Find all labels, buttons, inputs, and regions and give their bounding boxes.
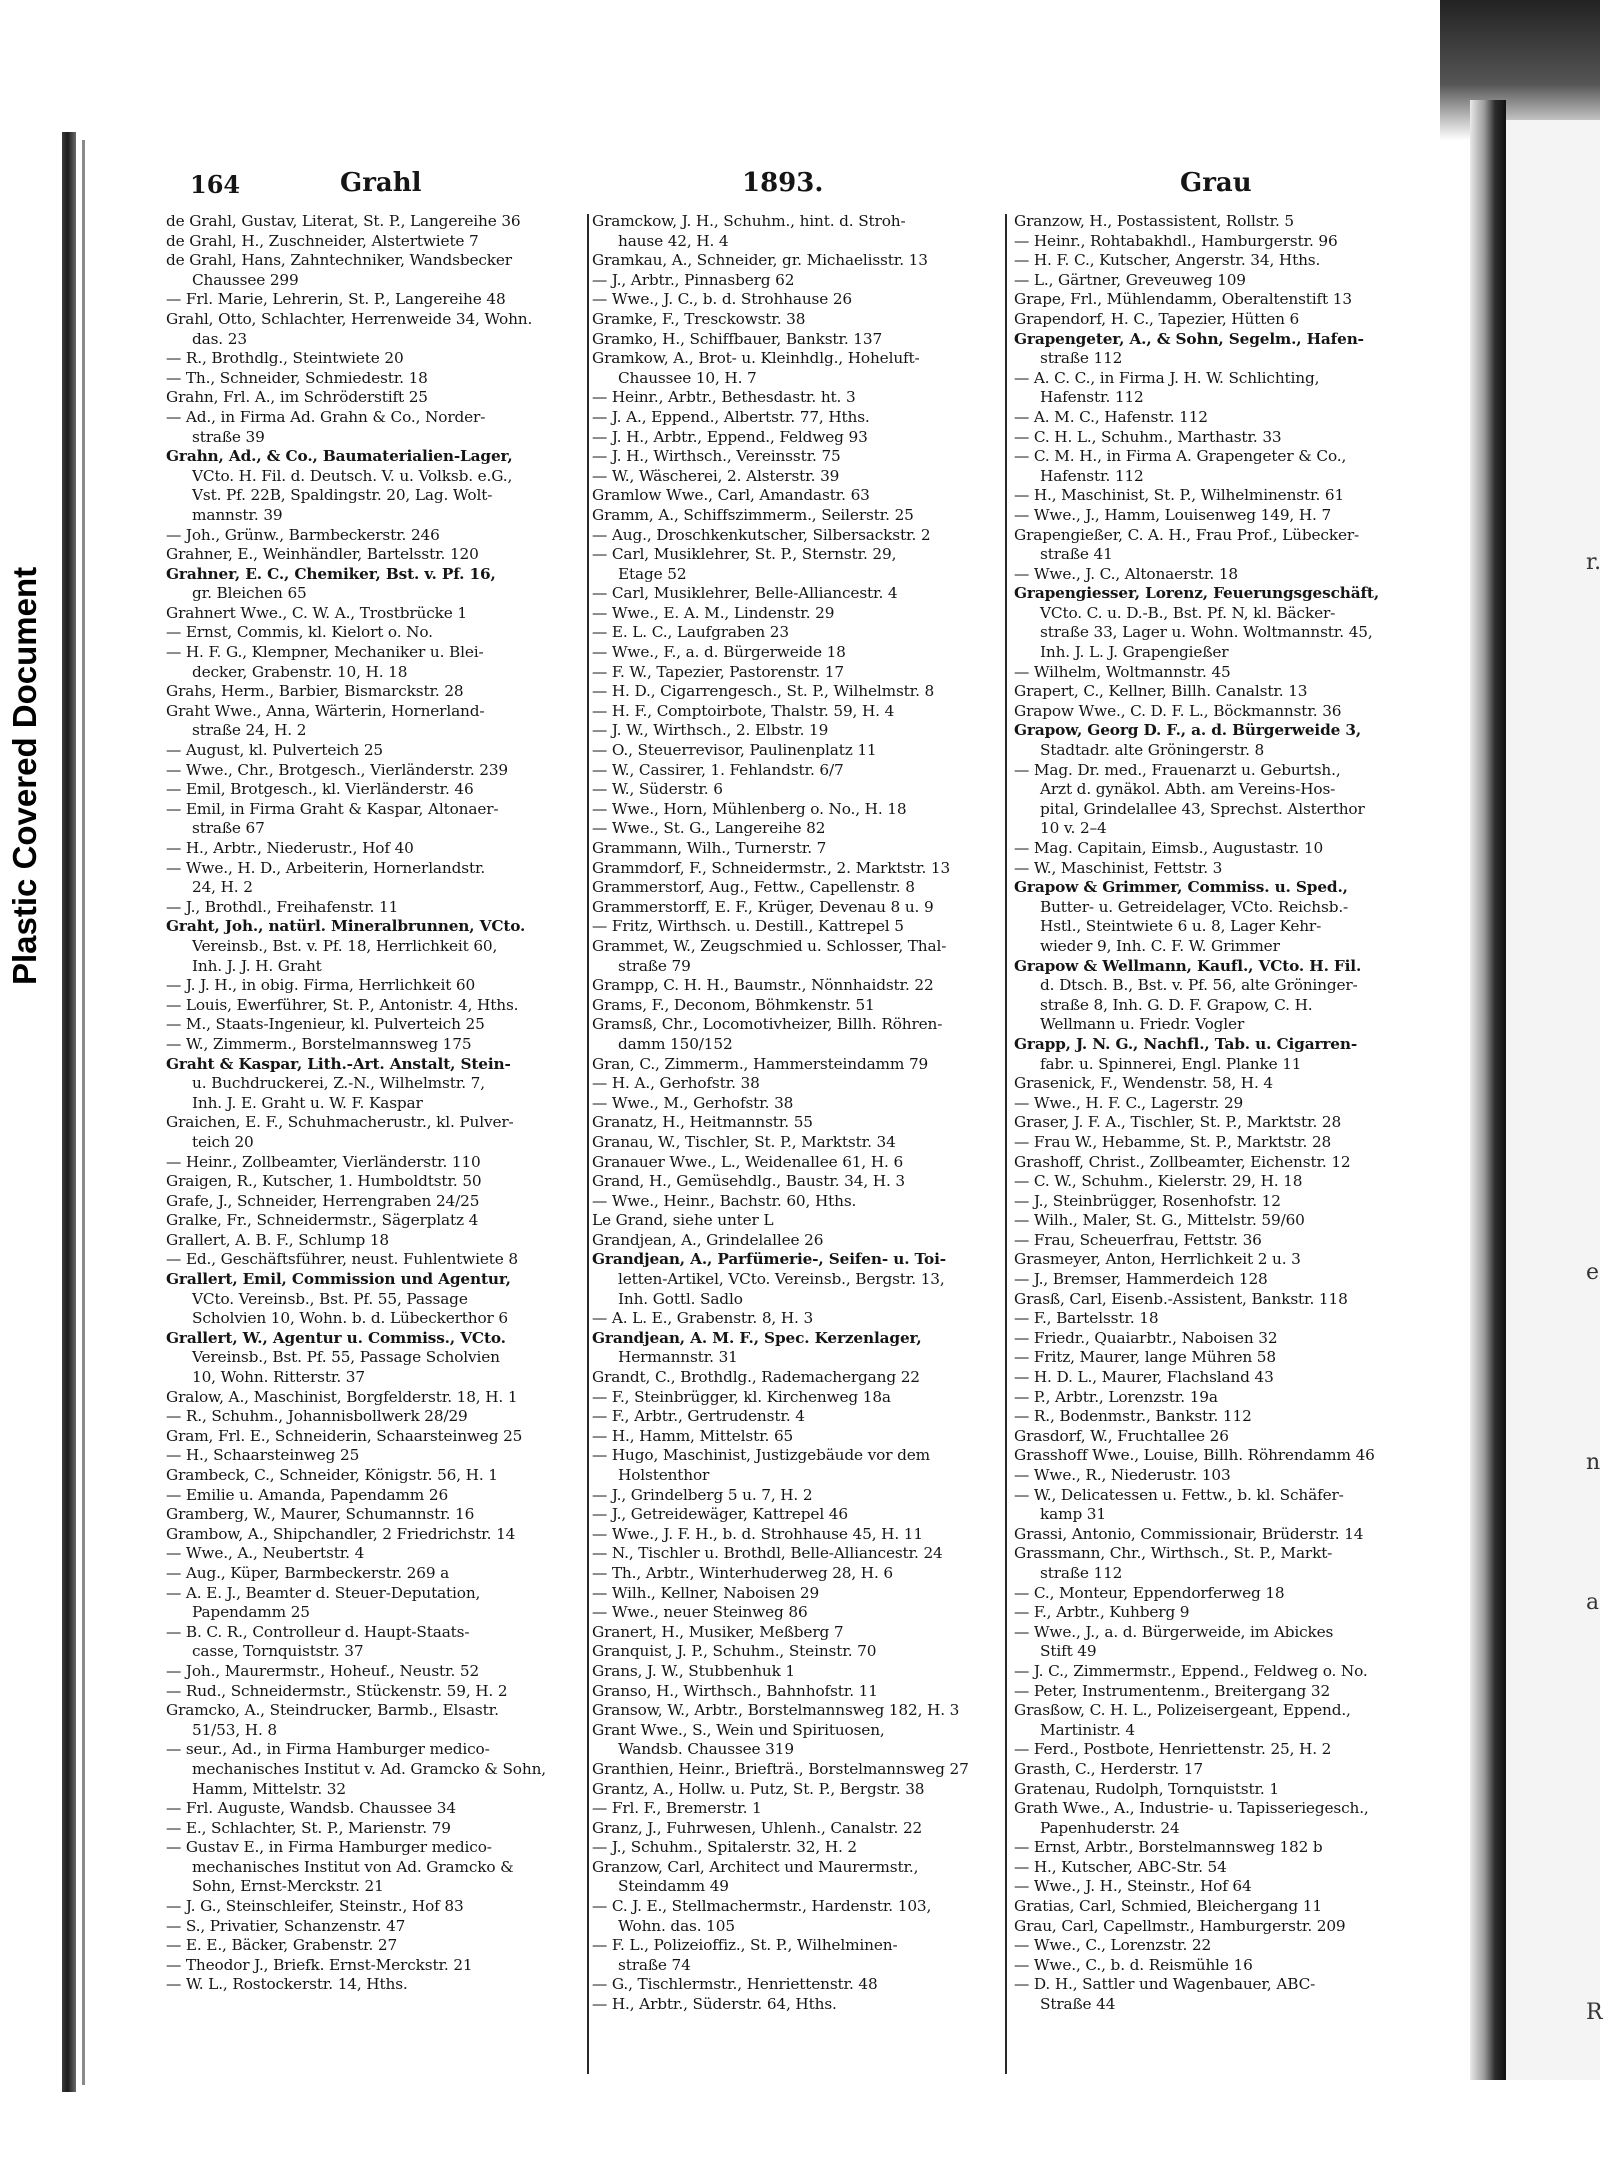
directory-entry-line: — E., Schlachter, St. P., Marienstr. 79 bbox=[166, 1818, 451, 1837]
directory-entry-line: — Ed., Geschäftsführer, neust. Fuhlentwiete 8 bbox=[166, 1250, 518, 1269]
column-1 bbox=[166, 212, 660, 2070]
directory-entry-line: — W., Wäscherei, 2. Alsterstr. 39 bbox=[592, 466, 840, 485]
directory-entry-line: Grasßow, C. H. L., Polizeisergeant, Eppend., bbox=[1014, 1701, 1351, 1720]
directory-entry-line: Hstl., Steintwiete 6 u. 8, Lager Kehr- bbox=[1040, 917, 1322, 936]
directory-entry-line: — D. H., Sattler und Wagenbauer, ABC- bbox=[1014, 1975, 1316, 1994]
directory-entry-line: Grandjean, A. M. F., Spec. Kerzenlager, bbox=[592, 1328, 922, 1347]
directory-entry-line: Grapendorf, H. C., Tapezier, Hütten 6 bbox=[1014, 309, 1300, 328]
directory-entry-line: Inh. J. J. H. Graht bbox=[192, 956, 322, 975]
directory-entry-line: Gramm, A., Schiffszimmerm., Seilerstr. 25 bbox=[592, 505, 914, 524]
facing-page-edge bbox=[1506, 120, 1603, 2080]
directory-entry-line: straße 112 bbox=[1040, 1563, 1123, 1582]
directory-entry-line: Chaussee 299 bbox=[192, 270, 299, 289]
directory-entry-line: Papenhuderstr. 24 bbox=[1040, 1818, 1180, 1837]
directory-entry-line: Grant Wwe., S., Wein und Spirituosen, bbox=[592, 1720, 885, 1739]
directory-entry-line: — J., Grindelberg 5 u. 7, H. 2 bbox=[592, 1485, 813, 1504]
directory-entry-line: — W., Cassirer, 1. Fehlandstr. 6/7 bbox=[592, 760, 844, 779]
directory-entry-line: — F., Steinbrügger, kl. Kirchenweg 18a bbox=[592, 1387, 891, 1406]
directory-entry-line: Inh. Gottl. Sadlo bbox=[618, 1289, 743, 1308]
directory-entry-line: Grambeck, C., Schneider, Königstr. 56, H. 1 bbox=[166, 1466, 498, 1484]
directory-entry-line: — Wwe., H. F. C., Lagerstr. 29 bbox=[1014, 1093, 1244, 1112]
directory-entry-line: Grams, F., Deconom, Böhmkenstr. 51 bbox=[592, 995, 875, 1014]
directory-entry-line: Grasdorf, W., Fruchtallee 26 bbox=[1014, 1426, 1229, 1445]
directory-entry-line: Vereinsb., Bst. v. Pf. 18, Herrlichkeit 60, bbox=[192, 936, 498, 955]
directory-entry-line: de Grahl, Gustav, Literat, St. P., Langereihe 36 bbox=[166, 212, 521, 230]
directory-entry-line: — Th., Schneider, Schmiedestr. 18 bbox=[166, 368, 428, 387]
directory-entry-line: Gramlow Wwe., Carl, Amandastr. 63 bbox=[592, 486, 870, 505]
directory-entry-line: straße 79 bbox=[618, 956, 691, 975]
directory-entry-line: — A. M. C., Hafenstr. 112 bbox=[1014, 407, 1208, 426]
directory-entry-line: — J. W., Wirthsch., 2. Elbstr. 19 bbox=[592, 721, 829, 740]
directory-entry-line: straße 67 bbox=[192, 819, 265, 838]
directory-entry-line: — O., Steuerrevisor, Paulinenplatz 11 bbox=[592, 741, 877, 760]
directory-entry-line: Granauer Wwe., L., Weidenallee 61, H. 6 bbox=[592, 1152, 904, 1171]
directory-entry-line: — Joh., Grünw., Barmbeckerstr. 246 bbox=[166, 525, 440, 544]
directory-entry-line: — F. L., Polizeioffiz., St. P., Wilhelminen- bbox=[592, 1936, 898, 1955]
directory-entry-line: Grantz, A., Hollw. u. Putz, St. P., Bergstr. 38 bbox=[592, 1779, 925, 1798]
directory-entry-line: — B. C. R., Controlleur d. Haupt-Staats- bbox=[166, 1622, 470, 1641]
directory-entry-line: — Theodor J., Briefk. Ernst-Merckstr. 21 bbox=[166, 1955, 473, 1974]
directory-entry-line: gr. Bleichen 65 bbox=[192, 584, 307, 603]
directory-entry-line: — Wwe., Chr., Brotgesch., Vierländerstr. 239 bbox=[166, 760, 509, 779]
directory-entry-line: Grammdorf, F., Schneidermstr., 2. Marktstr. 13 bbox=[592, 858, 951, 877]
directory-entry-line: Gramcko, A., Steindrucker, Barmb., Elsastr. bbox=[166, 1701, 499, 1720]
directory-entry-line: — H. F. G., Klempner, Mechaniker u. Blei- bbox=[166, 643, 484, 662]
directory-entry-line: — Wwe., J. C., b. d. Strohhause 26 bbox=[592, 290, 853, 309]
directory-entry-line: Inh. J. E. Graht u. W. F. Kaspar bbox=[192, 1093, 423, 1112]
directory-entry-line: Granz, J., Fuhrwesen, Uhlenh., Canalstr. 22 bbox=[592, 1818, 923, 1837]
directory-entry-line: Granthien, Heinr., Briefträ., Borstelmannsweg 27 bbox=[592, 1759, 969, 1778]
directory-entry-line: — H., Schaarsteinweg 25 bbox=[166, 1446, 360, 1465]
directory-entry-line: Steindamm 49 bbox=[618, 1877, 729, 1896]
directory-entry-line: Gramko, H., Schiffbauer, Bankstr. 137 bbox=[592, 329, 883, 348]
directory-entry-line: Grapp, J. N. G., Nachfl., Tab. u. Cigarren- bbox=[1014, 1034, 1358, 1053]
directory-entry-line: — Wwe., Horn, Mühlenberg o. No., H. 18 bbox=[592, 799, 907, 818]
directory-entry-line: — J., Bremser, Hammerdeich 128 bbox=[1014, 1270, 1268, 1289]
directory-entry-line: Etage 52 bbox=[618, 564, 687, 583]
directory-entry-line: Grashoff, Christ., Zollbeamter, Eichenstr. 12 bbox=[1014, 1152, 1351, 1171]
directory-entry-line: — Mag. Dr. med., Frauenarzt u. Geburtsh., bbox=[1014, 760, 1341, 779]
facing-page-fragment: R bbox=[1586, 2000, 1603, 2025]
directory-entry-line: de Grahl, H., Zuschneider, Alstertwiete 7 bbox=[166, 231, 479, 250]
directory-entry-line: — Ferd., Postbote, Henriettenstr. 25, H. 2 bbox=[1014, 1740, 1332, 1759]
directory-entry-line: — H., Kutscher, ABC-Str. 54 bbox=[1014, 1857, 1227, 1876]
directory-entry-line: Holstenthor bbox=[618, 1466, 710, 1484]
directory-entry-line: — J. A., Eppend., Albertstr. 77, Hths. bbox=[592, 407, 870, 426]
page-number: 164 bbox=[190, 170, 241, 199]
page-edge-binding bbox=[62, 132, 76, 2092]
directory-entry-line: Wohn. das. 105 bbox=[618, 1916, 735, 1935]
directory-entry-line: Gratenau, Rudolph, Tornquiststr. 1 bbox=[1014, 1779, 1279, 1798]
directory-entry-line: — H. D., Cigarrengesch., St. P., Wilhelmstr. 8 bbox=[592, 682, 935, 701]
side-label-tab bbox=[0, 420, 48, 990]
directory-entry-line: Gram, Frl. E., Schneiderin, Schaarsteinweg 25 bbox=[166, 1426, 523, 1445]
directory-entry-line: kamp 31 bbox=[1040, 1505, 1106, 1524]
directory-entry-line: — Wwe., J., a. d. Bürgerweide, im Abickes bbox=[1014, 1622, 1334, 1641]
directory-entry-line: — C. J. E., Stellmachermstr., Hardenstr. 103, bbox=[592, 1897, 932, 1916]
directory-entry-line: — Wilh., Maler, St. G., Mittelstr. 59/60 bbox=[1014, 1211, 1305, 1230]
directory-entry-line: Hermannstr. 31 bbox=[618, 1348, 738, 1367]
directory-entry-line: — R., Brothdlg., Steintwiete 20 bbox=[166, 349, 404, 368]
directory-entry-line: Vereinsb., Bst. Pf. 55, Passage Scholvien bbox=[192, 1348, 500, 1367]
directory-entry-line: das. 23 bbox=[192, 329, 247, 348]
directory-entry-line: — Friedr., Quaiarbtr., Naboisen 32 bbox=[1014, 1328, 1278, 1347]
directory-entry-line: Granquist, J. P., Schuhm., Steinstr. 70 bbox=[592, 1642, 877, 1661]
directory-entry-line: Scholvien 10, Wohn. b. d. Lübeckerthor 6 bbox=[192, 1309, 509, 1328]
directory-entry-line: — G., Tischlermstr., Henriettenstr. 48 bbox=[592, 1975, 878, 1994]
directory-entry-line: Gramkau, A., Schneider, gr. Michaelisstr. 13 bbox=[592, 251, 928, 270]
directory-entry-line: Grandjean, A., Grindelallee 26 bbox=[592, 1230, 824, 1249]
directory-entry-line: — Wwe., F., a. d. Bürgerweide 18 bbox=[592, 643, 846, 662]
directory-entry-line: — Wwe., H. D., Arbeiterin, Hornerlandstr. bbox=[166, 858, 486, 877]
directory-entry-line: — M., Staats-Ingenieur, kl. Pulverteich 25 bbox=[166, 1015, 485, 1034]
facing-page-fragment: a bbox=[1586, 1590, 1600, 1615]
directory-entry-line: — H. A., Gerhofstr. 38 bbox=[592, 1074, 760, 1093]
directory-entry-line: Papendamm 25 bbox=[192, 1603, 310, 1622]
directory-entry-line: Graht Wwe., Anna, Wärterin, Hornerland- bbox=[166, 701, 485, 720]
directory-entry-line: — Wwe., A., Neubertstr. 4 bbox=[166, 1544, 365, 1563]
directory-entry-line: — Wwe., J., Hamm, Louisenweg 149, H. 7 bbox=[1014, 505, 1332, 524]
directory-entry-line: 10 v. 2–4 bbox=[1040, 819, 1107, 838]
directory-entry-line: Grapengeter, A., & Sohn, Segelm., Hafen- bbox=[1014, 329, 1364, 348]
directory-entry-line: — Wwe., St. G., Langereihe 82 bbox=[592, 819, 826, 838]
directory-entry-line: — Wwe., neuer Steinweg 86 bbox=[592, 1603, 808, 1622]
directory-entry-line: — F., Bartelsstr. 18 bbox=[1014, 1309, 1159, 1328]
directory-entry-line: — Frau W., Hebamme, St. P., Marktstr. 28 bbox=[1014, 1132, 1332, 1151]
directory-entry-line: — Frl. Auguste, Wandsb. Chaussee 34 bbox=[166, 1799, 456, 1818]
directory-entry-line: — P., Arbtr., Lorenzstr. 19a bbox=[1014, 1387, 1218, 1406]
directory-entry-line: Granso, H., Wirthsch., Bahnhofstr. 11 bbox=[592, 1681, 878, 1700]
directory-entry-line: Grahl, Otto, Schlachter, Herrenweide 34, Wohn. bbox=[166, 309, 533, 328]
directory-entry-line: straße 112 bbox=[1040, 349, 1123, 368]
directory-entry-line: Hafenstr. 112 bbox=[1040, 388, 1144, 407]
directory-entry-line: Grambow, A., Shipchandler, 2 Friedrichstr. 14 bbox=[166, 1524, 516, 1543]
directory-entry-line: wieder 9, Inh. C. F. W. Grimmer bbox=[1040, 936, 1280, 955]
directory-entry-line: — Wwe., E. A. M., Lindenstr. 29 bbox=[592, 603, 835, 622]
directory-entry-line: 10, Wohn. Ritterstr. 37 bbox=[192, 1368, 365, 1387]
directory-entry-line: Hamm, Mittelstr. 32 bbox=[192, 1779, 346, 1798]
directory-entry-line: decker, Grabenstr. 10, H. 18 bbox=[192, 662, 408, 681]
directory-entry-line: u. Buchdruckerei, Z.-N., Wilhelmstr. 7, bbox=[192, 1074, 485, 1093]
directory-entry-line: Vst. Pf. 22B, Spaldingstr. 20, Lag. Wolt- bbox=[192, 486, 493, 505]
directory-entry-line: Grapengießer, C. A. H., Frau Prof., Lübecker- bbox=[1014, 525, 1360, 544]
directory-entry-line: — Hugo, Maschinist, Justizgebäude vor dem bbox=[592, 1446, 930, 1465]
directory-entry-line: Arzt d. gynäkol. Abth. am Vereins-Hos- bbox=[1040, 780, 1336, 799]
directory-entry-line: Graichen, E. F., Schuhmacherustr., kl. Pulver- bbox=[166, 1113, 514, 1132]
directory-entry-line: Grampp, C. H. H., Baumstr., Nönnhaidstr. 22 bbox=[592, 976, 934, 995]
directory-entry-line: — Aug., Droschkenkutscher, Silbersackstr. 2 bbox=[592, 525, 931, 544]
directory-entry-line: straße 74 bbox=[618, 1955, 691, 1974]
directory-entry-line: — F., Arbtr., Kuhberg 9 bbox=[1014, 1603, 1190, 1622]
directory-entry-line: — J. G., Steinschleifer, Steinstr., Hof 83 bbox=[166, 1897, 464, 1916]
directory-entry-line: — Wwe., M., Gerhofstr. 38 bbox=[592, 1093, 794, 1112]
directory-entry-line: Hafenstr. 112 bbox=[1040, 466, 1144, 485]
directory-entry-line: Sohn, Ernst-Merckstr. 21 bbox=[192, 1877, 384, 1896]
directory-entry-line: — C. H. L., Schuhm., Marthastr. 33 bbox=[1014, 427, 1282, 446]
directory-entry-line: — H., Maschinist, St. P., Wilhelminenstr. 61 bbox=[1014, 486, 1345, 505]
directory-entry-line: Gratias, Carl, Schmied, Bleichergang 11 bbox=[1014, 1897, 1322, 1916]
directory-entry-line: — Fritz, Wirthsch. u. Destill., Kattrepel 5 bbox=[592, 917, 904, 936]
directory-entry-line: — Mag. Capitain, Eimsb., Augustastr. 10 bbox=[1014, 839, 1324, 857]
directory-entry-line: d. Dtsch. B., Bst. v. Pf. 56, alte Gröninger- bbox=[1040, 976, 1358, 995]
directory-entry-line: Grapow, Georg D. F., a. d. Bürgerweide 3, bbox=[1014, 721, 1362, 740]
directory-entry-line: Grallert, Emil, Commission und Agentur, bbox=[166, 1270, 511, 1289]
directory-entry-line: — F. W., Tapezier, Pastorenstr. 17 bbox=[592, 662, 844, 681]
directory-entry-line: — Wwe., C., Lorenzstr. 22 bbox=[1014, 1936, 1212, 1955]
directory-entry-line: — Heinr., Rohtabakhdl., Hamburgerstr. 96 bbox=[1014, 231, 1338, 250]
directory-entry-line: Grahnert Wwe., C. W. A., Trostbrücke 1 bbox=[166, 603, 467, 622]
directory-entry-line: Gramckow, J. H., Schuhm., hint. d. Stroh- bbox=[592, 212, 906, 230]
directory-entry-line: — Frl. F., Bremerstr. 1 bbox=[592, 1799, 762, 1818]
directory-entry-line: Grahn, Frl. A., im Schröderstift 25 bbox=[166, 388, 428, 407]
directory-entry-line: letten-Artikel, VCto. Vereinsb., Bergstr. 13, bbox=[618, 1270, 945, 1289]
directory-entry-line: teich 20 bbox=[192, 1132, 254, 1151]
directory-entry-line: straße 24, H. 2 bbox=[192, 721, 307, 740]
directory-entry-line: — C. W., Schuhm., Kielerstr. 29, H. 18 bbox=[1014, 1172, 1303, 1191]
directory-entry-line: — W., Maschinist, Fettstr. 3 bbox=[1014, 858, 1223, 877]
directory-entry-line: — F., Arbtr., Gertrudenstr. 4 bbox=[592, 1407, 805, 1426]
directory-entry-line: — E. L. C., Laufgraben 23 bbox=[592, 623, 789, 642]
directory-entry-line: Wandsb. Chaussee 319 bbox=[618, 1740, 794, 1759]
directory-entry-line: Grahner, E., Weinhändler, Bartelsstr. 120 bbox=[166, 545, 479, 564]
directory-entry-line: Grahner, E. C., Chemiker, Bst. v. Pf. 16, bbox=[166, 564, 496, 583]
directory-entry-line: — H. F., Comptoirbote, Thalstr. 59, H. 4 bbox=[592, 701, 895, 720]
directory-entry-line: VCto. C. u. D.-B., Bst. Pf. N, kl. Bäcker- bbox=[1040, 603, 1336, 622]
directory-entry-line: Wellmann u. Friedr. Vogler bbox=[1040, 1015, 1245, 1034]
page-edge-line bbox=[82, 140, 85, 2085]
directory-entry-line: — Emilie u. Amanda, Papendamm 26 bbox=[166, 1485, 449, 1504]
directory-entry-line: — Carl, Musiklehrer, St. P., Sternstr. 29, bbox=[592, 545, 897, 564]
directory-entry-line: Grasß, Carl, Eisenb.-Assistent, Bankstr. 118 bbox=[1014, 1289, 1348, 1308]
directory-entry-line: Gramberg, W., Maurer, Schumannstr. 16 bbox=[166, 1505, 475, 1524]
directory-entry-line: Grasshoff Wwe., Louise, Billh. Röhrendamm 46 bbox=[1014, 1446, 1375, 1465]
directory-entry-line: straße 41 bbox=[1040, 545, 1113, 564]
directory-entry-line: Gramke, F., Tresckowstr. 38 bbox=[592, 309, 806, 328]
facing-page-fragment: e bbox=[1586, 1260, 1600, 1285]
directory-entry-line: Granzow, H., Postassistent, Rollstr. 5 bbox=[1014, 212, 1294, 230]
directory-entry-line: — Aug., Küper, Barmbeckerstr. 269 a bbox=[166, 1563, 450, 1582]
directory-entry-line: casse, Tornquiststr. 37 bbox=[192, 1642, 364, 1661]
year-heading: 1893. bbox=[742, 168, 824, 198]
directory-entry-line: — Joh., Maurermstr., Hoheuf., Neustr. 52 bbox=[166, 1661, 480, 1680]
directory-entry-line: Stift 49 bbox=[1040, 1642, 1097, 1661]
directory-entry-line: — W., Delicatessen u. Fettw., b. kl. Schäfer- bbox=[1014, 1485, 1344, 1504]
directory-entry-line: Grapert, C., Kellner, Billh. Canalstr. 13 bbox=[1014, 682, 1308, 701]
directory-entry-line: Grapow & Wellmann, Kaufl., VCto. H. Fil. bbox=[1014, 956, 1362, 975]
directory-entry-line: straße 39 bbox=[192, 427, 265, 446]
directory-entry-line: Grapow Wwe., C. D. F. L., Böckmannstr. 36 bbox=[1014, 701, 1342, 720]
directory-entry-line: fabr. u. Spinnerei, Engl. Planke 11 bbox=[1040, 1054, 1302, 1073]
directory-entry-line: — Emil, in Firma Graht & Kaspar, Altonaer- bbox=[166, 799, 499, 818]
directory-entry-line: — Emil, Brotgesch., kl. Vierländerstr. 46 bbox=[166, 780, 474, 799]
directory-entry-line: — seur., Ad., in Firma Hamburger medico- bbox=[166, 1740, 490, 1759]
directory-entry-line: Le Grand, siehe unter L bbox=[592, 1211, 774, 1230]
directory-entry-line: Grath Wwe., A., Industrie- u. Tapisseriegesch., bbox=[1014, 1799, 1369, 1818]
directory-entry-line: — H., Arbtr., Süderstr. 64, Hths. bbox=[592, 1995, 837, 2014]
directory-entry-line: — Frl. Marie, Lehrerin, St. P., Langereihe 48 bbox=[166, 290, 506, 309]
directory-entry-line: VCto. Vereinsb., Bst. Pf. 55, Passage bbox=[192, 1289, 468, 1308]
directory-entry-line: hause 42, H. 4 bbox=[618, 231, 729, 250]
facing-page-fragment: n bbox=[1586, 1450, 1601, 1475]
page-header bbox=[90, 150, 1465, 199]
directory-entry-line: — August, kl. Pulverteich 25 bbox=[166, 741, 383, 760]
directory-entry-line: Grafe, J., Schneider, Herrengraben 24/25 bbox=[166, 1191, 480, 1210]
directory-entry-line: Grasmeyer, Anton, Herrlichkeit 2 u. 3 bbox=[1014, 1250, 1301, 1269]
directory-entry-line: mannstr. 39 bbox=[192, 505, 283, 524]
directory-entry-line: Grammet, W., Zeugschmied u. Schlosser, Thal- bbox=[592, 936, 947, 955]
directory-entry-line: — J., Schuhm., Spitalerstr. 32, H. 2 bbox=[592, 1838, 858, 1857]
directory-entry-line: Granzow, Carl, Architect und Maurermstr., bbox=[592, 1857, 919, 1876]
directory-entry-line: Gramkow, A., Brot- u. Kleinhdlg., Hoheluft- bbox=[592, 349, 920, 368]
directory-entry-line: — Ernst, Arbtr., Borstelmannsweg 182 b bbox=[1014, 1838, 1323, 1857]
directory-entry-line: — A. C. C., in Firma J. H. W. Schlichting, bbox=[1014, 368, 1320, 387]
directory-entry-line: — A. E. J., Beamter d. Steuer-Deputation, bbox=[166, 1583, 481, 1602]
directory-entry-line: 24, H. 2 bbox=[192, 878, 253, 897]
directory-entry-line: Grapow & Grimmer, Commiss. u. Sped., bbox=[1014, 878, 1348, 897]
directory-entry-line: Grassmann, Chr., Wirthsch., St. P., Markt- bbox=[1014, 1544, 1333, 1563]
directory-entry-line: — J. J. H., in obig. Firma, Herrlichkeit 60 bbox=[166, 976, 476, 995]
directory-entry-line: — Wwe., J. F. H., b. d. Strohhause 45, H. 11 bbox=[592, 1524, 923, 1543]
directory-entry-line: — Louis, Ewerführer, St. P., Antonistr. 4, Hths. bbox=[166, 995, 519, 1014]
directory-entry-line: — Wwe., R., Niederustr. 103 bbox=[1014, 1466, 1231, 1484]
directory-entry-line: Martinistr. 4 bbox=[1040, 1720, 1136, 1739]
directory-entry-line: — J., Steinbrügger, Rosenhofstr. 12 bbox=[1014, 1191, 1281, 1210]
directory-entry-line: — J., Arbtr., Pinnasberg 62 bbox=[592, 270, 795, 289]
directory-page bbox=[90, 150, 1465, 2070]
directory-entry-line: — Wwe., C., b. d. Reismühle 16 bbox=[1014, 1955, 1253, 1974]
directory-entry-line: Granert, H., Musiker, Meßberg 7 bbox=[592, 1622, 844, 1641]
directory-entry-line: — Heinr., Arbtr., Bethesdastr. ht. 3 bbox=[592, 388, 856, 407]
directory-entry-line: Gransow, W., Arbtr., Borstelmannsweg 182, H. 3 bbox=[592, 1701, 960, 1720]
directory-entry-line: Grallert, A. B. F., Schlump 18 bbox=[166, 1230, 389, 1249]
directory-entry-line: VCto. H. Fil. d. Deutsch. V. u. Volksb. e.G., bbox=[192, 466, 513, 485]
directory-entry-line: — W., Zimmerm., Borstelmannsweg 175 bbox=[166, 1034, 472, 1053]
directory-entry-line: Grammerstorf, Aug., Fettw., Capellenstr. 8 bbox=[592, 878, 915, 897]
directory-entry-line: Grandjean, A., Parfümerie-, Seifen- u. Toi- bbox=[592, 1250, 946, 1269]
directory-entry-line: — W., Süderstr. 6 bbox=[592, 780, 723, 799]
directory-entry-line: — N., Tischler u. Brothdl, Belle-Alliancestr. 24 bbox=[592, 1544, 943, 1563]
directory-entry-line: Graser, J. F. A., Tischler, St. P., Marktstr. 28 bbox=[1014, 1113, 1342, 1132]
directory-entry-line: Grans, J. W., Stubbenhuk 1 bbox=[592, 1661, 796, 1680]
directory-entry-line: — J. C., Zimmermstr., Eppend., Feldweg o. No. bbox=[1014, 1661, 1368, 1680]
directory-entry-line: — C., Monteur, Eppendorferweg 18 bbox=[1014, 1583, 1285, 1602]
directory-entry-line: Grasenick, F., Wendenstr. 58, H. 4 bbox=[1014, 1074, 1273, 1093]
directory-entry-line: mechanisches Institut v. Ad. Gramcko & Sohn, bbox=[192, 1759, 546, 1778]
directory-entry-line: — Heinr., Zollbeamter, Vierländerstr. 110 bbox=[166, 1152, 481, 1171]
directory-entry-line: — J., Getreidewäger, Kattrepel 46 bbox=[592, 1505, 848, 1524]
directory-entry-line: — J., Brothdl., Freihafenstr. 11 bbox=[166, 897, 399, 916]
directory-entry-line: — C. M. H., in Firma A. Grapengeter & Co., bbox=[1014, 447, 1347, 466]
directory-entry-line: — E. E., Bäcker, Grabenstr. 27 bbox=[166, 1936, 398, 1955]
directory-entry-line: — Wwe., J. C., Altonaerstr. 18 bbox=[1014, 564, 1238, 583]
directory-entry-line: — A. L. E., Grabenstr. 8, H. 3 bbox=[592, 1309, 814, 1328]
facing-page-fragment: r. bbox=[1586, 550, 1602, 575]
directory-entry-line: Grahs, Herm., Barbier, Bismarckstr. 28 bbox=[166, 682, 464, 701]
directory-entry-line: Grassi, Antonio, Commissionair, Brüderstr. 14 bbox=[1014, 1524, 1364, 1543]
directory-entry-line: Gran, C., Zimmerm., Hammersteindamm 79 bbox=[592, 1054, 929, 1073]
directory-entry-line: — Wilh., Kellner, Naboisen 29 bbox=[592, 1583, 820, 1602]
directory-entry-line: de Grahl, Hans, Zahntechniker, Wandsbecker bbox=[166, 251, 512, 270]
directory-entry-line: — Frau, Scheuerfrau, Fettstr. 36 bbox=[1014, 1230, 1262, 1249]
directory-entry-line: — Wilhelm, Woltmannstr. 45 bbox=[1014, 662, 1231, 681]
directory-entry-line: — W. L., Rostockerstr. 14, Hths. bbox=[166, 1975, 408, 1994]
directory-entry-line: damm 150/152 bbox=[618, 1034, 733, 1053]
left-catchword: Grahl bbox=[340, 168, 422, 198]
directory-entry-line: — R., Schuhm., Johannisbollwerk 28/29 bbox=[166, 1407, 468, 1426]
directory-entry-line: Gralow, A., Maschinist, Borgfelderstr. 18, H. 1 bbox=[166, 1387, 518, 1406]
directory-entry-line: — Wwe., J. H., Steinstr., Hof 64 bbox=[1014, 1877, 1252, 1896]
directory-entry-line: Gramsß, Chr., Locomotivheizer, Billh. Röhren- bbox=[592, 1015, 943, 1034]
column-2 bbox=[592, 212, 1082, 2070]
directory-entry-line: 51/53, H. 8 bbox=[192, 1720, 277, 1739]
directory-entry-line: — S., Privatier, Schanzenstr. 47 bbox=[166, 1916, 406, 1935]
directory-entry-line: — J. H., Arbtr., Eppend., Feldweg 93 bbox=[592, 427, 868, 446]
directory-entry-line: Graht & Kaspar, Lith.-Art. Anstalt, Stein- bbox=[166, 1054, 511, 1073]
directory-entry-line: — H., Arbtr., Niederustr., Hof 40 bbox=[166, 839, 414, 857]
directory-entry-line: Grandt, C., Brothdlg., Rademachergang 22 bbox=[592, 1368, 920, 1387]
directory-entry-line: — Fritz, Maurer, lange Mühren 58 bbox=[1014, 1348, 1276, 1367]
directory-entry-line: Chaussee 10, H. 7 bbox=[618, 368, 757, 387]
directory-entry-line: Grammann, Wilh., Turnerstr. 7 bbox=[592, 839, 827, 857]
directory-entry-line: Inh. J. L. J. Grapengießer bbox=[1040, 643, 1229, 662]
directory-entry-line: Butter- u. Getreidelager, VCto. Reichsb.- bbox=[1040, 897, 1349, 916]
directory-entry-line: Granatz, H., Heitmannstr. 55 bbox=[592, 1113, 813, 1132]
directory-entry-line: Grahn, Ad., & Co., Baumaterialien-Lager, bbox=[166, 447, 513, 466]
directory-entry-line: Gralke, Fr., Schneidermstr., Sägerplatz 4 bbox=[166, 1211, 479, 1230]
directory-entry-line: — H. D. L., Maurer, Flachsland 43 bbox=[1014, 1368, 1274, 1387]
directory-entry-line: mechanisches Institut von Ad. Gramcko & bbox=[192, 1857, 514, 1876]
directory-entry-line: — Wwe., Heinr., Bachstr. 60, Hths. bbox=[592, 1191, 857, 1210]
directory-entry-line: Grammerstorff, E. F., Krüger, Devenau 8 u. 9 bbox=[592, 897, 934, 916]
directory-entry-line: Grallert, W., Agentur u. Commiss., VCto. bbox=[166, 1328, 506, 1347]
side-label-text: Plastic Covered Document bbox=[6, 566, 43, 985]
directory-entry-line: — Peter, Instrumentenm., Breitergang 32 bbox=[1014, 1681, 1331, 1700]
directory-entry-line: Grasth, C., Herderstr. 17 bbox=[1014, 1759, 1203, 1778]
directory-entry-line: Graht, Joh., natürl. Mineralbrunnen, VCto. bbox=[166, 917, 526, 936]
directory-entry-line: — Ernst, Commis, kl. Kielort o. No. bbox=[166, 623, 433, 642]
directory-entry-line: Straße 44 bbox=[1040, 1995, 1116, 2014]
directory-entry-line: — Th., Arbtr., Winterhuderweg 28, H. 6 bbox=[592, 1563, 893, 1582]
directory-entry-line: — H. F. C., Kutscher, Angerstr. 34, Hths. bbox=[1014, 251, 1321, 270]
directory-entry-line: straße 8, Inh. G. D. F. Grapow, C. H. bbox=[1040, 995, 1313, 1014]
directory-entry-line: — Gustav E., in Firma Hamburger medico- bbox=[166, 1838, 492, 1857]
directory-entry-line: Grape, Frl., Mühlendamm, Oberaltenstift 13 bbox=[1014, 290, 1352, 309]
directory-entry-line: Grapengiesser, Lorenz, Feuerungsgeschäft, bbox=[1014, 584, 1380, 603]
directory-entry-line: — L., Gärtner, Greveuweg 109 bbox=[1014, 270, 1246, 289]
directory-entry-line: — R., Bodenmstr., Bankstr. 112 bbox=[1014, 1407, 1252, 1426]
directory-entry-line: — H., Hamm, Mittelstr. 65 bbox=[592, 1426, 794, 1445]
directory-entry-line: Grau, Carl, Capellmstr., Hamburgerstr. 209 bbox=[1014, 1916, 1346, 1935]
directory-entry-line: Grand, H., Gemüsehdlg., Baustr. 34, H. 3 bbox=[592, 1172, 905, 1191]
right-catchword: Grau bbox=[1180, 168, 1252, 198]
binding-shadow-top bbox=[1440, 0, 1600, 140]
directory-entry-line: — J. H., Wirthsch., Vereinsstr. 75 bbox=[592, 447, 841, 466]
column-3 bbox=[1014, 212, 1504, 2070]
directory-entry-line: Granau, W., Tischler, St. P., Marktstr. 34 bbox=[592, 1132, 896, 1151]
directory-entry-line: Stadtadr. alte Gröningerstr. 8 bbox=[1040, 741, 1265, 760]
directory-entry-line: straße 33, Lager u. Wohn. Woltmannstr. 45, bbox=[1040, 623, 1373, 642]
directory-entry-line: — Carl, Musiklehrer, Belle-Alliancestr. 4 bbox=[592, 584, 898, 603]
directory-entry-line: — Ad., in Firma Ad. Grahn & Co., Norder- bbox=[166, 407, 486, 426]
directory-entry-line: — Rud., Schneidermstr., Stückenstr. 59, H. 2 bbox=[166, 1681, 508, 1700]
directory-entry-line: Graigen, R., Kutscher, 1. Humboldtstr. 50 bbox=[166, 1172, 482, 1191]
directory-entry-line: pital, Grindelallee 43, Sprechst. Alsterthor bbox=[1040, 799, 1365, 818]
